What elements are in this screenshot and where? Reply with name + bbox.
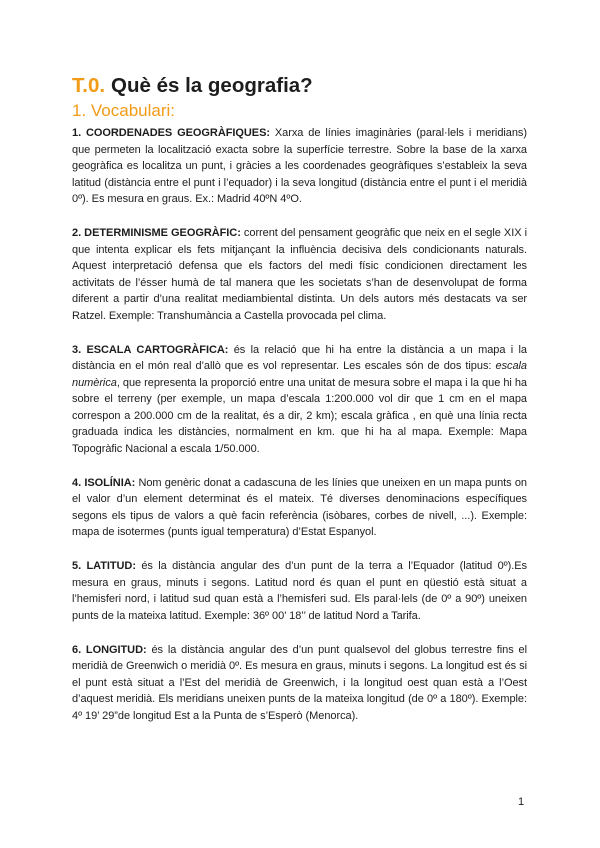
- entry-term: 5. LATITUD:: [72, 560, 136, 572]
- entry-term: 6. LONGITUD:: [72, 643, 147, 656]
- vocab-entry-latitud: [72, 558, 527, 624]
- entry-term: 2. DETERMINISME GEOGRÀFIC:: [72, 227, 241, 239]
- entry-italic-text: escala numèrica: [72, 360, 527, 389]
- vocab-entry-longitud: [72, 642, 527, 725]
- vocab-entry-coordenades: [72, 125, 527, 208]
- vocab-entry-determinisme: [72, 225, 527, 324]
- entry-text: Xarxa de línies imaginàries (paral·lels i meridians) que permeten la localització exacta sobre la superfície terrestre. Sobre la base de la xarxa geogràfica es localitza un punt, i gràcies a les coordenades geogràfiques s’estableix la seva latitud (distància entre el punt i l’equador) i la seva longitud (distància entre el punt i el meridià 0º). Es mesura en graus. Ex.: Madrid 40ºN 4ºO.: [72, 127, 527, 205]
- page-number: 1: [518, 796, 525, 808]
- entry-term: 4. ISOLÍNIA:: [72, 476, 136, 489]
- entry-text: és la relació que hi ha entre la distància a un mapa i la distància en el món real d’allò que es vol representar. Les escales són de dos tipus:: [72, 343, 527, 372]
- entry-term: 1. COORDENADES GEOGRÀFIQUES:: [72, 127, 270, 139]
- entry-text: és la distància angular des d’un punt qualsevol del globus terrestre fins el meridià de Greenwich o meridià 0º. Es mesura en graus, minuts i segons. La longitud est és si el punt està situat a l’Est del meridià de Greenwich, i la longitud oest quan està a l’Oest d’aquest meridià. Els meridians uneixen punts de la mateixa longitud (de 0º a 180º). Exemple: 4º 19’ 29”de longitud Est a la Punta de s’Esperò (Menorca).: [72, 643, 527, 722]
- page-title: [72, 74, 527, 98]
- vocab-entry-isolinia: [72, 475, 527, 541]
- entry-text: és la distància angular des d’un punt de la terra a l’Equador (latitud 0º).Es mesura en graus, minuts i segons. Latitud nord és quan el punt en qüestió està situat a l’hemisferi nord, i latitud sud quan està a l’hemisferi sud. Els paral·lels (de 0º a 90º) uneixen punts de la mateixa latitud. Exemple: 36º 00’ 18’’ de latitud Nord a Tarifa.: [72, 560, 527, 622]
- page-content: [72, 74, 527, 742]
- section-heading: 1. Vocabulari:: [72, 101, 176, 120]
- title-text: Què és la geografia?: [111, 74, 313, 97]
- title-number: T.0.: [72, 74, 106, 97]
- entry-text: Nom genèric donat a cadascuna de les línies que uneixen en un mapa punts on el valor d’un element determinat és el mateix. Té diverses denominacions específiques segons els tipus de valors a què facin referència (isòbares, corbes de nivell, ...). Exemple: mapa de isotermes (punts igual temperatura) d’Estat Espanyol.: [72, 476, 527, 538]
- entry-term: 3. ESCALA CARTOGRÀFICA:: [72, 343, 229, 356]
- entry-text: corrent del pensament geogràfic que neix en el segle XIX i que intenta explicar els fets mitjançant la influència decisiva dels condicionants naturals. Aquest interpretació defensa que els factors del medi físic condicionen directament les activitats de l’ésser humà de tal manera que les societats s’han de desenvolupat de forma diferent a partir d’una realitat mediambiental distinta. Un dels autors més destacats va ser Ratzel. Exemple: Transhumància a Castella provocada pel clima.: [72, 227, 527, 322]
- vocab-entry-escala: [72, 342, 527, 458]
- entry-text: , que representa la proporció entre una unitat de mesura sobre el mapa i la que hi ha sobre el terreny (per exemple, un mapa d’escala 1:200.000 vol dir que 1 cm en el mapa correspon a 200.000 cm de la realitat, és a dir, 2 km); escala gràfica , en què una línia recta graduada indica les distàncies, normalment en km. que hi ha al mapa. Exemple: Mapa Topogràfic Nacional a escala 1/50.000.: [72, 376, 527, 455]
